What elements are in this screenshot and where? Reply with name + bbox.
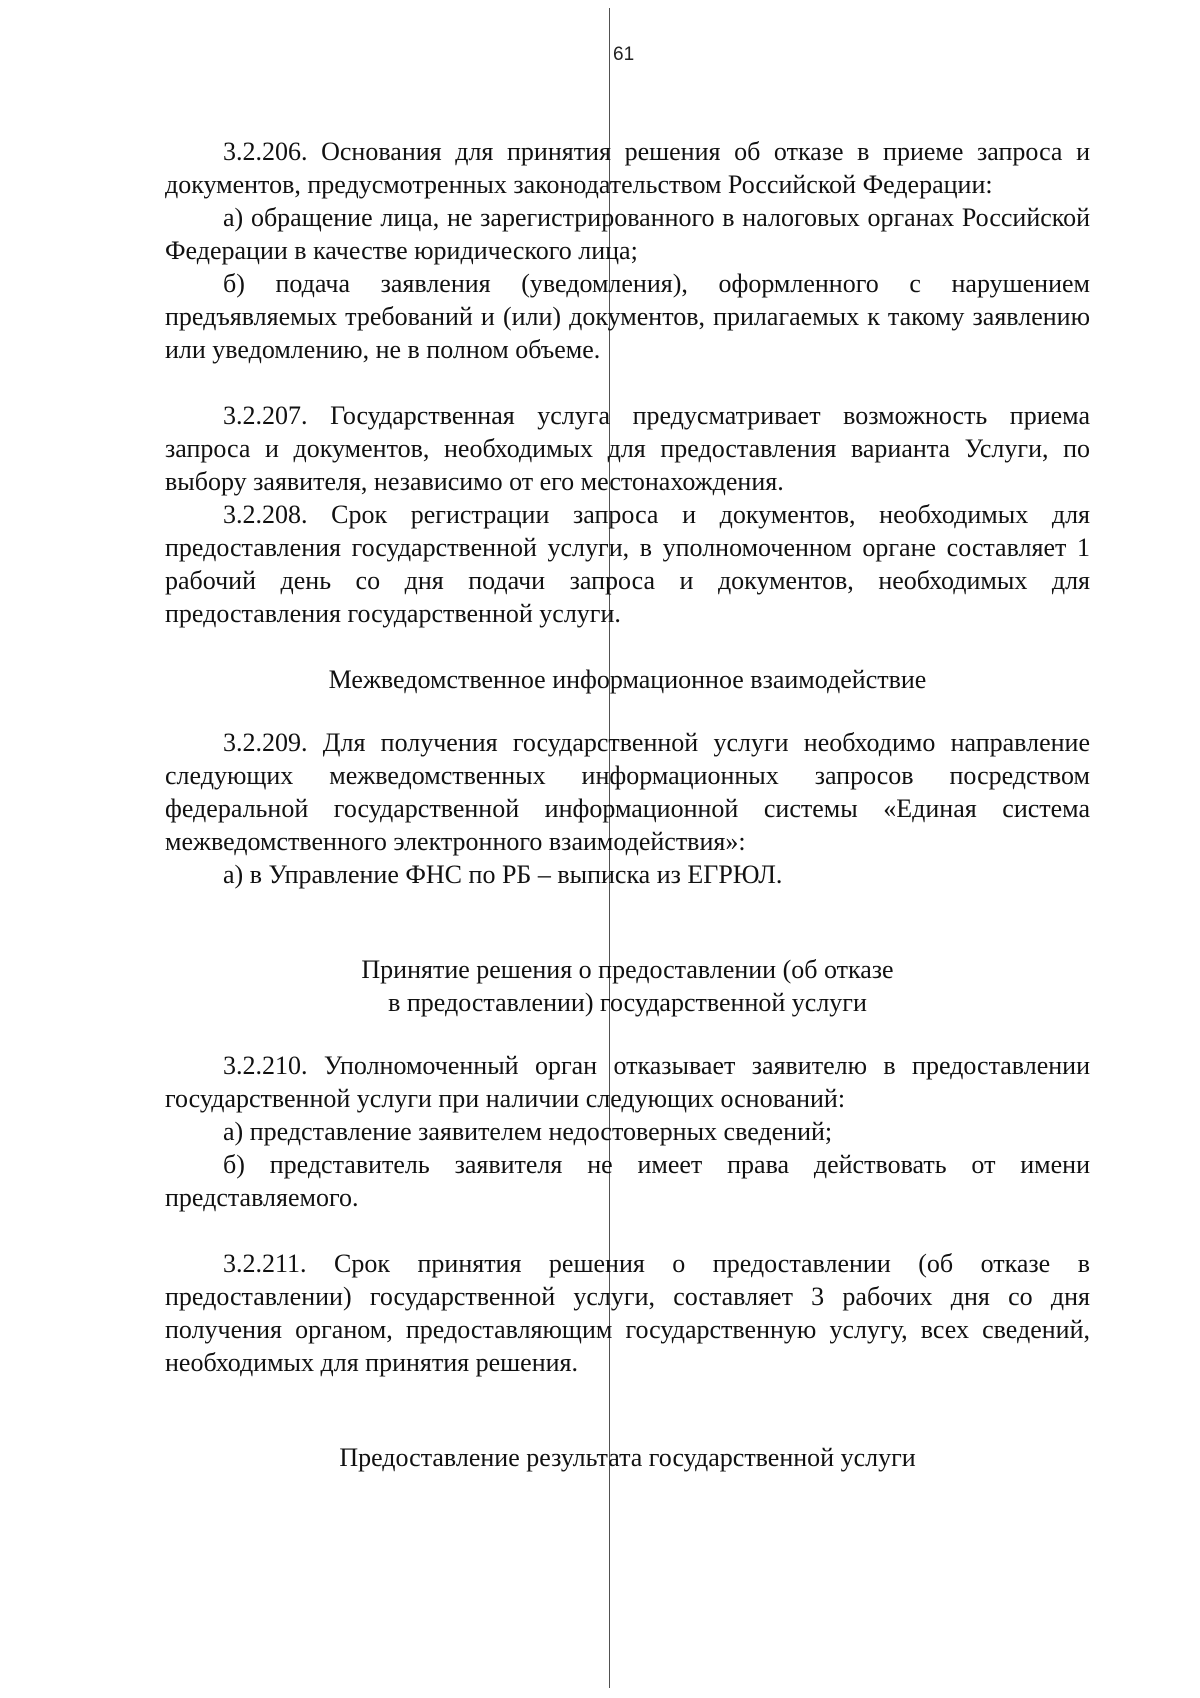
spacer — [165, 891, 1090, 953]
paragraph-3-2-210-item-b: б) представитель заявителя не имеет права действовать от имени представляемого. — [165, 1150, 1090, 1212]
section-heading-interagency: Межведомственное информационное взаимодействие — [328, 665, 927, 694]
paragraph-3-2-210-item-a: а) представление заявителем недостоверных сведений; — [223, 1117, 833, 1146]
paragraph-3-2-209-item-a: а) в Управление ФНС по РБ – выписка из ЕГРЮЛ. — [223, 860, 783, 889]
paragraph-3-2-208: 3.2.208. Срок регистрации запроса и документов, необходимых для предоставления государственной услуги, в уполномоченном органе составляет 1 рабочий день со дня подачи запроса и документов, необходимых для предоставления государственной услуги. — [165, 500, 1090, 628]
spacer — [165, 696, 1090, 726]
paragraph-3-2-209: 3.2.209. Для получения государственной услуги необходимо направление следующих межведомственных информационных запросов посредством федеральной государственной информационной системы «Единая система межведомственного электронного взаимодействия»: — [165, 728, 1090, 856]
page-number: 61 — [613, 44, 635, 65]
document-body — [165, 135, 1090, 1474]
spacer — [165, 366, 1090, 399]
paragraph-3-2-207: 3.2.207. Государственная услуга предусматривает возможность приема запроса и документов, необходимых для предоставления варианта Услуги, по выбору заявителя, независимо от его местонахождения. — [165, 401, 1090, 496]
paragraph-3-2-211: 3.2.211. Срок принятия решения о предоставлении (об отказе в предоставлении) государственной услуги, составляет 3 рабочих дня со дня получения органом, предоставляющим государственную услугу, всех сведений, необходимых для принятия решения. — [165, 1249, 1090, 1377]
spacer — [165, 630, 1090, 663]
paragraph-3-2-206: 3.2.206. Основания для принятия решения об отказе в приеме запроса и документов, предусмотренных законодательством Российской Федерации: — [165, 137, 1090, 199]
spacer — [165, 1019, 1090, 1049]
section-heading-decision-line1: Принятие решения о предоставлении (об отказе — [361, 955, 894, 984]
paragraph-3-2-206-item-a: а) обращение лица, не зарегистрированного в налоговых органах Российской Федерации в качестве юридического лица; — [165, 203, 1090, 265]
spacer — [165, 1379, 1090, 1441]
section-heading-decision-line2: в предоставлении) государственной услуги — [388, 988, 867, 1017]
paragraph-3-2-210: 3.2.210. Уполномоченный орган отказывает заявителю в предоставлении государственной услуги при наличии следующих оснований: — [165, 1051, 1090, 1113]
paragraph-3-2-206-item-b: б) подача заявления (уведомления), оформленного с нарушением предъявляемых требований и (или) документов, прилагаемых к такому заявлению или уведомлению, не в полном объеме. — [165, 269, 1090, 364]
section-heading-result: Предоставление результата государственной услуги — [339, 1443, 916, 1472]
spacer — [165, 1214, 1090, 1247]
